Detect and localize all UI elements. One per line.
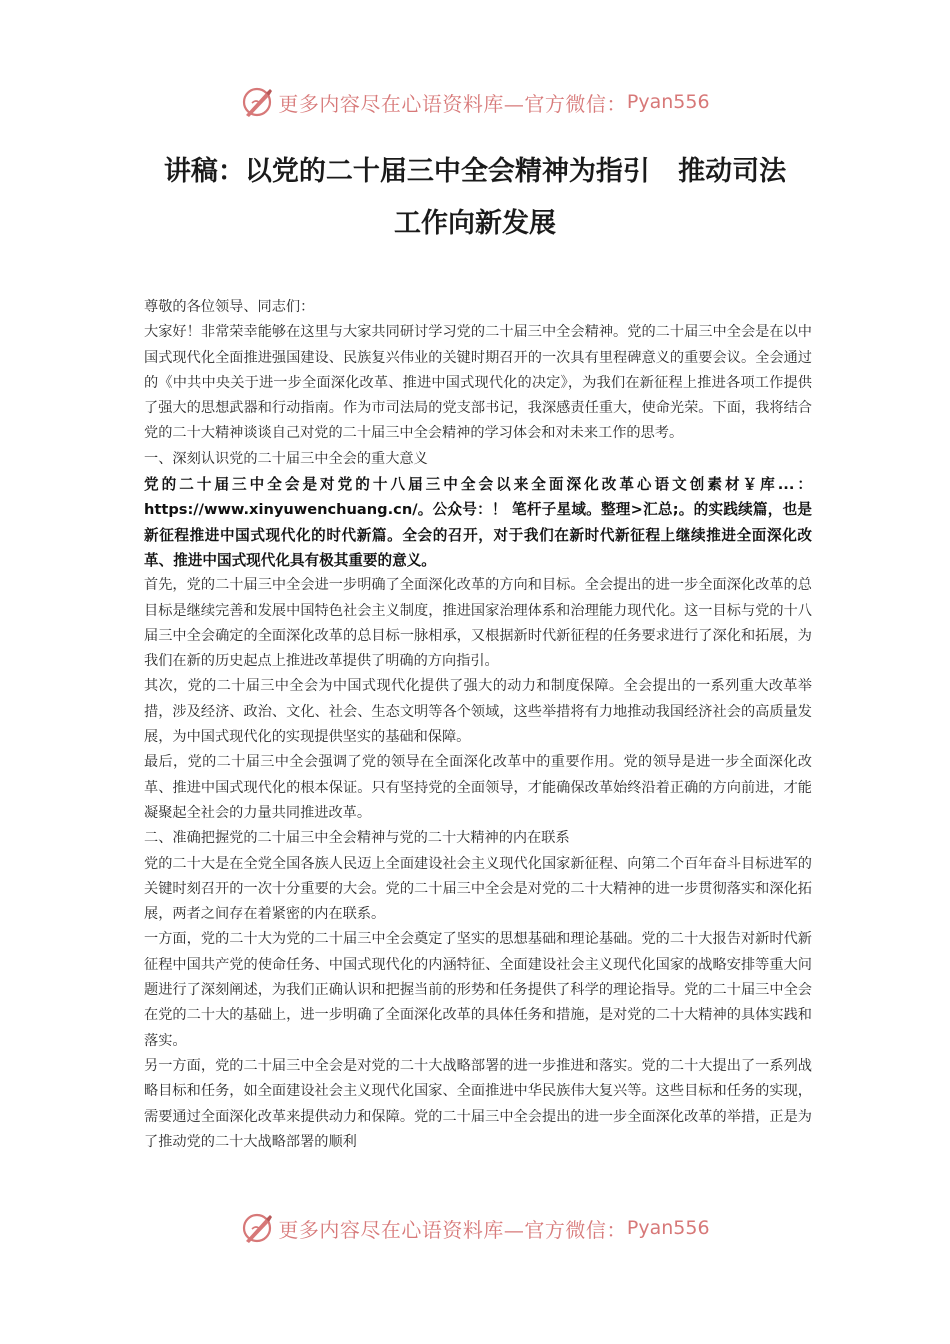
- paragraph-last: 最后，党的二十届三中全会强调了党的领导在全面深化改革中的重要作用。党的领导是进一步全面深化改革、推进中国式现代化的根本保证。只有坚持党的全面领导，才能确保改革始终沿着正确的方向前进，才能凝聚起全社会的力量共同推进改革。: [144, 754, 812, 821]
- paragraph-first: 首先，党的二十届三中全会进一步明确了全面深化改革的方向和目标。全会提出的进一步全面深化改革的总目标是继续完善和发展中国特色社会主义制度，推进国家治理体系和治理能力现代化。这一目标与党的十八届三中全会确定的全面深化改革的总目标一脉相承，又根据新时代新征程的任务要求进行了深化和拓展，为我们在新的历史起点上推进改革提供了明确的方向指引。: [144, 577, 812, 670]
- paragraph-other-hand: 另一方面，党的二十届三中全会是对党的二十大战略部署的进一步推进和落实。党的二十大提出了一系列战略目标和任务，如全面建设社会主义现代化国家、全面推进中华民族伟大复兴等。这些目标和任务的实现，需要通过全面深化改革来提供动力和保障。党的二十届三中全会提出的进一步全面深化改革的举措，正是为了推动党的二十大战略部署的顺利: [144, 1057, 812, 1150]
- bold-paragraph: 党的二十届三中全会是对党的十八届三中全会以来全面深化改革心语文创素材￥库...：https://www.xinyuwenchuang.cn/。公众号：！ 笔杆子星域。整理>汇总;。的实践续篇，也是新征程推进中国式现代化的时代新篇。全会的召开，对于我们在新时代新征程上继续推进全面深化改革、推进中国式现代化具有极其重要的意义。: [144, 476, 812, 569]
- title-line-2: 工作向新发展: [394, 208, 556, 239]
- pen-logo-icon: [240, 1211, 274, 1245]
- section-heading-1: 一、深刻认识党的二十届三中全会的重大意义: [144, 450, 428, 467]
- section-heading-2: 二、准确把握党的二十届三中全会精神与党的二十大精神的内在联系: [144, 830, 570, 847]
- title-line-1: 讲稿：以党的二十届三中全会精神为指引 推动司法: [163, 156, 787, 187]
- paragraph-congress: 党的二十大是在全党全国各族人民迈上全面建设社会主义现代化国家新征程、向第二个百年奋斗目标进军的关键时刻召开的一次十分重要的大会。党的二十届三中全会是对党的二十大精神的进一步贯彻落实和深化拓展，两者之间存在着紧密的内在联系。: [144, 855, 812, 923]
- paragraph-second: 其次，党的二十届三中全会为中国式现代化提供了强大的动力和制度保障。全会提出的一系列重大改革举措，涉及经济、政治、文化、社会、生态文明等各个领域，这些举措将有力地推动我国经济社会的高质量发展，为中国式现代化的实现提供坚实的基础和保障。: [144, 678, 812, 746]
- pen-logo-icon: [240, 85, 274, 119]
- intro-paragraph: 大家好！非常荣幸能够在这里与大家共同研讨学习党的二十届三中全会精神。党的二十届三中全会是在以中国式现代化全面推进强国建设、民族复兴伟业的关键时期召开的一次具有里程碑意义的重要会议。全会通过的《中共中央关于进一步全面深化改革、推进中国式现代化的决定》，为我们在新征程上推进各项工作提供了强大的思想武器和行动指南。作为市司法局的党支部书记，我深感责任重大，使命光荣。下面，我将结合党的二十大精神谈谈自己对党的二十届三中全会精神的学习体会和对未来工作的思考。: [144, 324, 812, 442]
- banner-wechat-id: Pyan556: [626, 1217, 710, 1239]
- banner-text: 更多内容尽在心语资料库—官方微信：: [278, 91, 627, 116]
- watermark-banner-top: [0, 82, 950, 122]
- salutation: 尊敬的各位领导、同志们：: [144, 299, 315, 315]
- banner-text: 更多内容尽在心语资料库—官方微信：: [278, 1217, 627, 1242]
- watermark-banner-bottom: [0, 1208, 950, 1248]
- paragraph-one-hand: 一方面，党的二十大为党的二十届三中全会奠定了坚实的思想基础和理论基础。党的二十大报告对新时代新征程中国共产党的使命任务、中国式现代化的内涵特征、全面建设社会主义现代化国家的战略安排等重大问题进行了深刻阐述，为我们正确认识和把握当前的形势和任务提供了科学的理论指导。党的二十届三中全会在党的二十大的基础上，进一步明确了全面深化改革的具体任务和措施，是对党的二十大精神的具体实践和落实。: [144, 931, 812, 1049]
- document-body: [144, 295, 812, 1155]
- banner-wechat-id: Pyan556: [626, 91, 710, 113]
- document-title: [130, 146, 820, 250]
